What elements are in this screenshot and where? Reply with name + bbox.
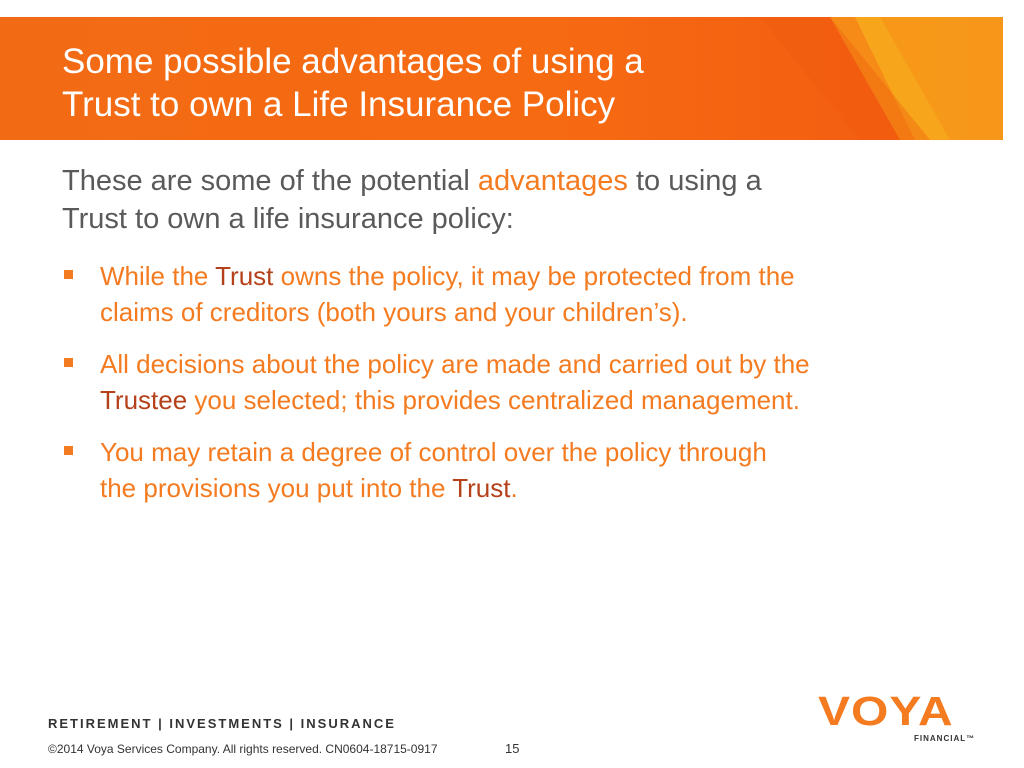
title-banner	[0, 17, 1003, 140]
logo-wordmark: VOYA	[818, 689, 954, 735]
square-bullet-icon	[64, 270, 73, 279]
slide-title-line-2: Trust to own a Life Insurance Policy	[62, 85, 616, 124]
square-bullet-icon	[64, 358, 73, 367]
footer-tagline: RETIREMENT | INVESTMENTS | INSURANCE	[48, 716, 396, 731]
bullet-text: the provisions you put into the	[100, 473, 453, 503]
intro-paragraph	[62, 162, 962, 238]
intro-text-1: These are some of the potential	[62, 165, 478, 197]
copyright-text: ©2014 Voya Services Company. All rights reserved. CN0604-18715-0917	[48, 742, 438, 756]
bullet-text: .	[510, 473, 518, 503]
voya-logo	[818, 689, 978, 748]
bullet-item	[62, 434, 982, 506]
bullet-highlight: Trustee	[100, 385, 188, 415]
bullet-highlight: Trust	[215, 261, 274, 291]
intro-highlight: advantages	[477, 165, 628, 197]
slide-title-line-1: Some possible advantages of using a	[62, 42, 644, 81]
bullet-list	[62, 258, 982, 522]
bullet-text: All decisions about the policy are made and carried out by the	[100, 349, 810, 379]
bullet-text: owns the policy, it may be protected from the	[273, 261, 795, 291]
logo-subtext: FINANCIAL™	[914, 734, 976, 743]
slide-title	[62, 40, 644, 126]
intro-text-2: to using a	[627, 165, 762, 197]
bullet-text: you selected; this provides centralized management.	[187, 385, 800, 415]
bullet-highlight: Trust	[452, 473, 511, 503]
bullet-text: claims of creditors (both yours and your children’s).	[100, 297, 688, 327]
bullet-text: You may retain a degree of control over the policy through	[100, 437, 767, 467]
page-number: 15	[505, 741, 520, 756]
bullet-item	[62, 258, 982, 330]
bullet-item	[62, 346, 982, 418]
intro-text-3: Trust to own a life insurance policy:	[62, 203, 514, 235]
bullet-text: While the	[100, 261, 216, 291]
square-bullet-icon	[64, 446, 73, 455]
